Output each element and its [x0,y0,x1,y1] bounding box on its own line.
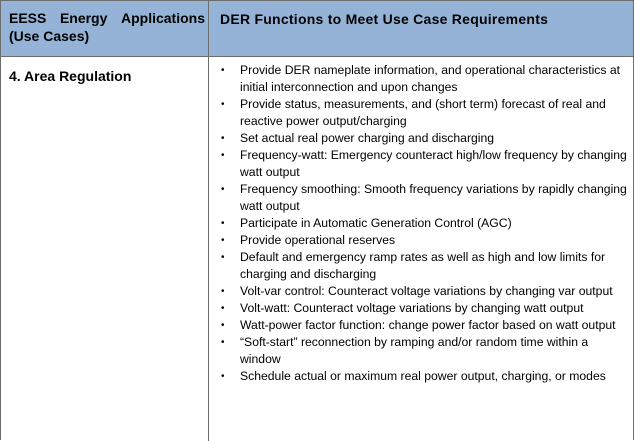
bullet-icon: • [221,65,225,76]
table-header-row [1,1,633,57]
list-item-text: Frequency-watt: Emergency counteract high/low frequency by changing watt output [240,148,627,179]
list-item [217,317,627,334]
bullet-icon: • [221,150,225,161]
list-item-text: “Soft-start” reconnection by ramping and/or random time within a window [240,335,589,366]
use-case-label: 4. Area Regulation [9,68,132,84]
header-der-functions: DER Functions to Meet Use Case Requirements [220,11,549,27]
bullet-icon: • [221,133,225,144]
header-use-cases [9,9,205,45]
list-item [217,62,627,96]
list-item [217,147,627,181]
list-item-text: Volt-watt: Counteract voltage variations by changing watt output [240,301,584,315]
bullet-icon: • [221,303,225,314]
bullet-icon: • [221,252,225,263]
bullet-icon: • [221,286,225,297]
bullet-icon: • [221,337,225,348]
list-item-text: Provide status, measurements, and (short term) forecast of real and reactive power output/charging [240,97,606,128]
list-item-text: Set actual real power charging and discharging [240,131,495,145]
list-item-text: Default and emergency ramp rates as well as high and low limits for charging and discharging [240,250,606,281]
bullet-icon: • [221,371,225,382]
list-item [217,283,627,300]
bullet-icon: • [221,218,225,229]
list-item [217,130,627,147]
list-item [217,249,627,283]
list-item-text: Schedule actual or maximum real power output, charging, or modes [240,369,606,383]
header-word: EESS [9,10,47,26]
bullet-icon: • [221,184,225,195]
list-item-text: Participate in Automatic Generation Control (AGC) [240,216,512,230]
list-item [217,215,627,232]
list-item [217,300,627,317]
list-item-text: Volt-var control: Counteract voltage variations by changing var output [240,284,613,298]
header-use-cases-line2: (Use Cases) [9,28,90,44]
list-item [217,96,627,130]
list-item [217,181,627,215]
bullet-icon: • [221,320,225,331]
bullet-icon: • [221,235,225,246]
header-word: Energy [59,10,108,26]
list-item-text: Provide DER nameplate information, and operational characteristics at initial interconnection and upon changes [240,63,621,94]
list-item-text: Provide operational reserves [240,233,396,247]
list-item [217,368,627,385]
bullet-icon: • [221,99,225,110]
der-functions-list [217,62,627,385]
list-item-text: Frequency smoothing: Smooth frequency variations by rapidly changing watt output [240,182,627,213]
column-divider [208,1,209,441]
list-item-text: Watt-power factor function: change power factor based on watt output [240,318,616,332]
header-use-cases-line1 [9,9,205,27]
list-item [217,334,627,368]
header-word: Applications [120,10,205,26]
list-item [217,232,627,249]
